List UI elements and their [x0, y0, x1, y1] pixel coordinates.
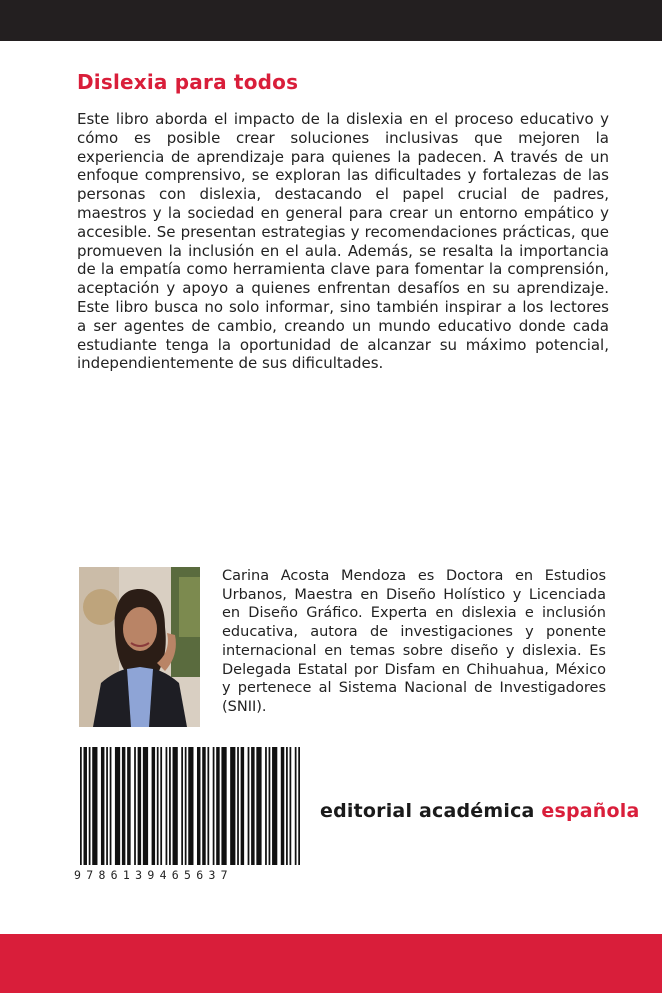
barcode-bar: [110, 747, 112, 865]
barcode-bar: [173, 747, 178, 865]
barcode: [74, 747, 306, 885]
barcode-bar: [207, 747, 209, 865]
barcode-bar: [83, 747, 86, 865]
barcode-bar: [251, 747, 254, 865]
barcode-bar: [157, 747, 159, 865]
barcode-bar: [281, 747, 284, 865]
barcode-bar: [185, 747, 187, 865]
barcode-bar: [101, 747, 104, 865]
publisher-name-main: editorial académica: [320, 800, 535, 822]
barcode-bar: [143, 747, 148, 865]
barcode-bar: [188, 747, 193, 865]
barcode-bar: [138, 747, 141, 865]
isbn-number: 9786139465637: [74, 868, 233, 882]
barcode-bar: [286, 747, 288, 865]
top-bar: [0, 0, 662, 41]
barcode-bar: [256, 747, 261, 865]
barcode-bar: [127, 747, 130, 865]
barcode-bar: [181, 747, 183, 865]
barcode-bar: [115, 747, 120, 865]
barcode-bar: [221, 747, 226, 865]
barcode-bar: [216, 747, 219, 865]
barcode-bar: [213, 747, 215, 865]
barcode-bar: [269, 747, 271, 865]
barcode-bars: [80, 747, 300, 867]
barcode-bar: [295, 747, 297, 865]
barcode-bar: [237, 747, 239, 865]
publisher-name-accent: española: [541, 800, 640, 822]
publisher-logo: [320, 800, 640, 822]
author-bio: Carina Acosta Mendoza es Doctora en Estudios Urbanos, Maestra en Diseño Holístico y Licenciada en Diseño Gráfico. Experta en dislexia e inclusión educativa, autora de investigaciones y ponente internacional en temas sobre diseño y dislexia. Es Delegada Estatal por Disfam en Chihuahua, México y pertenece al Sistema Nacional de Investigadores (SNII).: [222, 568, 606, 715]
barcode-bar: [106, 747, 108, 865]
barcode-bar: [241, 747, 244, 865]
barcode-bar: [202, 747, 205, 865]
barcode-bar: [122, 747, 125, 865]
barcode-bar: [230, 747, 235, 865]
barcode-bar: [152, 747, 155, 865]
barcode-bar: [134, 747, 136, 865]
book-description: Este libro aborda el impacto de la dislexia en el proceso educativo y cómo es posible crear soluciones inclusivas que mejoren la experiencia de aprendizaje para quienes la padecen. A través de un enfoque comprensivo, se exploran las dificultades y fortalezas de las personas con dislexia, destacando el papel crucial de padres, maestros y la sociedad en general para crear un entorno empático y accesible. Se presentan estrategias y recomendaciones prácticas, que promueven la inclusión en el aula. Además, se resalta la importancia de la empatía como herramienta clave para fomentar la comprensión, aceptación y apoyo a quienes enfrentan desafíos en su aprendizaje. Este libro busca no solo informar, sino también inspirar a los lectores a ser agentes de cambio, creando un mundo educativo donde cada estudiante tenga la oportunidad de alcanzar su máximo potencial, independientemente de sus dificultades.: [77, 110, 609, 373]
bottom-bar: [0, 934, 662, 993]
barcode-bar: [272, 747, 277, 865]
author-photo: [79, 567, 200, 727]
barcode-bar: [265, 747, 267, 865]
barcode-bar: [80, 747, 82, 865]
barcode-bar: [248, 747, 250, 865]
book-title: Dislexia para todos: [77, 70, 299, 94]
barcode-bar: [166, 747, 168, 865]
barcode-bar: [169, 747, 171, 865]
barcode-bar: [197, 747, 200, 865]
barcode-bar: [92, 747, 97, 865]
barcode-bar: [160, 747, 162, 865]
barcode-bar: [290, 747, 292, 865]
barcode-bar: [89, 747, 91, 865]
barcode-bar: [298, 747, 300, 865]
